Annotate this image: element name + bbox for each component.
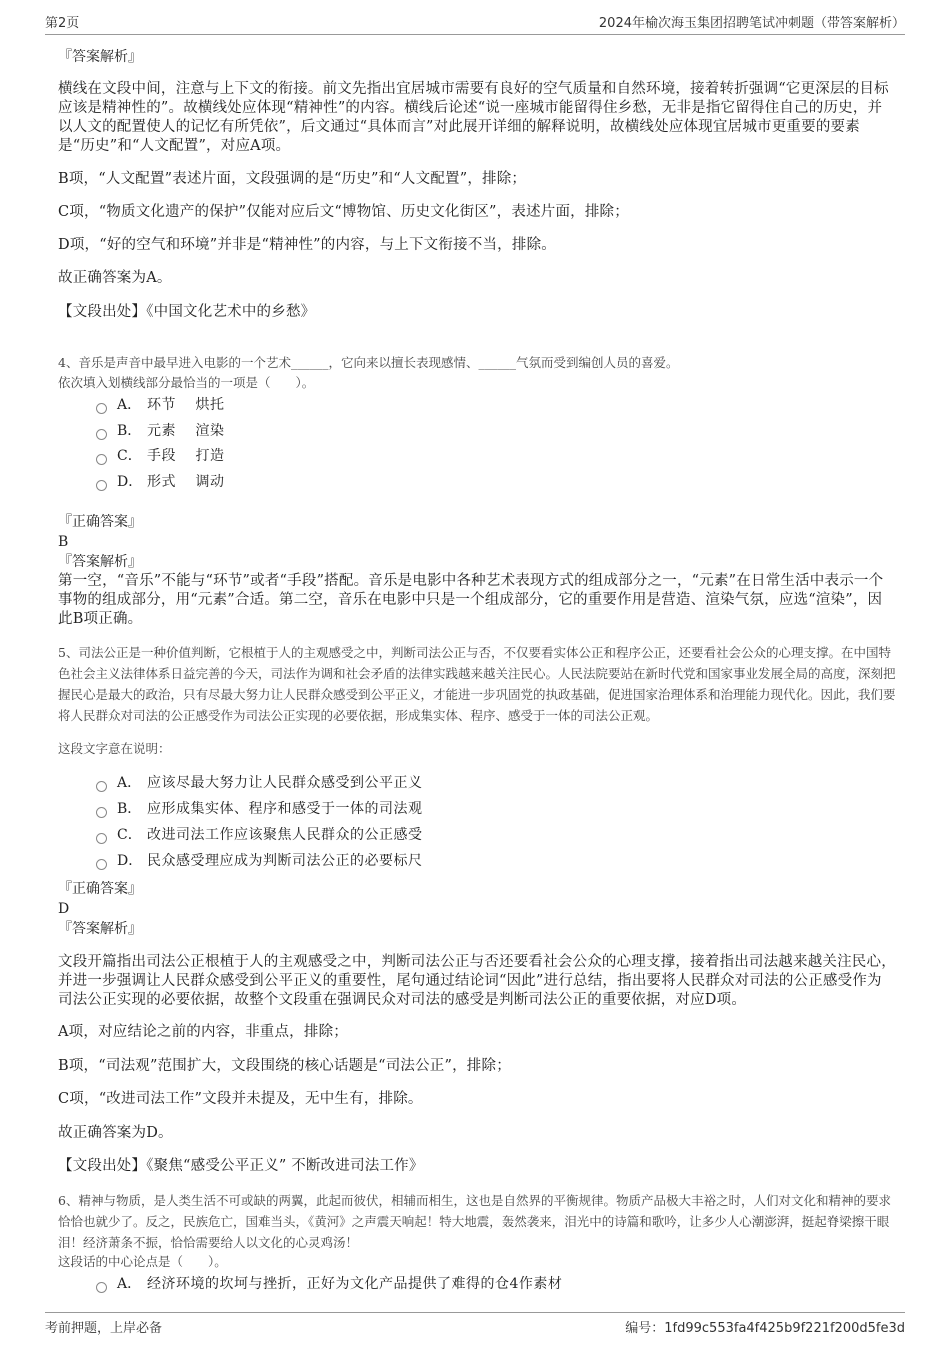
- document-id: 编号：1fd99c553fa4f425b9f221f200d5fe3d: [625, 1321, 905, 1336]
- q5-analysis: 文段开篇指出司法公正根植于人的主观感受之中，判断司法公正与否还要看社会公众的心理支撑，接着指出司法越来越关注民心，并进一步强调让人民群众感受到公平正义的重要性，尾句通过结论词“因此”进行总结，指出要将人民群众对司法的公正感受作为司法公正实现的必要依据，故整个文段重在强调民众对司法的感受是判断司法公正的重要依据，对应D项。: [58, 954, 896, 1008]
- q6-option-a[interactable]: A． 经济环境的坎坷与挫折，正好为文化产品提供了难得的仓4作素材: [96, 1275, 562, 1293]
- q3-conclusion: 故正确答案为A。: [58, 270, 172, 286]
- page-footer: [45, 1312, 905, 1336]
- radio-icon[interactable]: [96, 833, 107, 844]
- q5-option-d[interactable]: D． 民众感受理应成为判断司法公正的必要标尺: [96, 852, 423, 870]
- q4-option-a[interactable]: A． 环节 烘托: [96, 396, 224, 414]
- q5-option-a-note: A项，对应结论之前的内容，非重点，排除；: [58, 1024, 348, 1040]
- q5-answer-label: 『正确答案』: [58, 881, 142, 897]
- q5-option-b[interactable]: B． 应形成集实体、程序和感受于一体的司法观: [96, 800, 423, 818]
- q5-analysis-label: 『答案解析』: [58, 921, 142, 937]
- q5-option-c-note: C项，“改进司法工作”文段并未提及，无中生有，排除。: [58, 1091, 423, 1107]
- q5-option-b-note: B项，“司法观”范围扩大，文段围绕的核心话题是“司法公正”，排除；: [58, 1058, 511, 1074]
- q5-option-a[interactable]: A． 应该尽最大努力让人民群众感受到公平正义: [96, 774, 423, 792]
- footer-slogan: 考前押题，上岸必备: [45, 1321, 163, 1336]
- radio-icon[interactable]: [96, 807, 107, 818]
- q3-analysis: 横线在文段中间，注意与上下文的衔接。前文先指出宜居城市需要有良好的空气质量和自然环境，接着转折强调“它更深层的目标应该是精神性的”。故横线处应体现“精神性”的内容。横线后论述“说一座城市能留得住乡愁，无非是指它留得住自己的历史，并以人文的配置使人的记忆有所凭依”，后文通过“具体而言”对此展开详细的解释说明，故横线处应体现宜居城市更重要的要素是“历史”和“人文配置”，对应A项。: [58, 81, 889, 154]
- radio-icon[interactable]: [96, 1282, 107, 1293]
- radio-icon[interactable]: [96, 781, 107, 792]
- q6-stem: 6、精神与物质，是人类生活不可或缺的两翼，此起而彼伏，相辅而相生，这也是自然界的平衡规律。物质产品极大丰裕之时，人们对文化和精神的要求恰恰也就少了。反之，民族危亡，国难当头，《黄河》之声震天响起！特大地震，轰然袭来，泪光中的诗篇和歌吟，让多少人心潮澎湃，挺起脊梁擦干眼泪！经济萧条不振，恰恰需要给人以文化的心灵鸡汤！: [58, 1193, 891, 1250]
- q5-option-c[interactable]: C． 改进司法工作应该聚焦人民群众的公正感受: [96, 826, 423, 844]
- q4-answer: B: [58, 534, 69, 550]
- page-number: 第2页: [45, 16, 80, 31]
- q3-analysis-label: 『答案解析』: [58, 49, 142, 65]
- document-title: 2024年榆次海玉集团招聘笔试冲刺题（带答案解析）: [598, 16, 905, 31]
- q5-answer: D: [58, 901, 70, 917]
- q5-conclusion: 故正确答案为D。: [58, 1125, 173, 1141]
- q3-option-d-note: D项，“好的空气和环境”并非是“精神性”的内容，与上下文衔接不当，排除。: [58, 237, 556, 253]
- q6-instruction: 这段话的中心论点是（ ）。: [58, 1254, 227, 1269]
- q3-option-c-note: C项，“物质文化遗产的保护”仅能对应后文“博物馆、历史文化街区”，表述片面，排除；: [58, 204, 629, 220]
- radio-icon[interactable]: [96, 859, 107, 870]
- radio-icon[interactable]: [96, 429, 107, 440]
- radio-icon[interactable]: [96, 454, 107, 465]
- q3-option-b-note: B项，“人文配置”表述片面，文段强调的是“历史”和“人文配置”，排除；: [58, 171, 527, 187]
- q5-stem: 5、司法公正是一种价值判断，它根植于人的主观感受之中，判断司法公正与否，不仅要看实体公正和程序公正，还要看社会公众的心理支撑。在中国特色社会主义法律体系日益完善的今天，司法作为调和社会矛盾的法律实践越来越关注民心。人民法院要站在新时代党和国家事业发展全局的高度，深刻把握民心是最大的政治，只有尽最大努力让人民群众感受到公平正义，才能进一步巩固党的执政基础，促进国家治理体系和治理能力现代化。因此，我们要将人民群众对司法的公正感受作为司法公正实现的必要依据，形成集实体、程序、感受于一体的司法公正观。: [58, 645, 896, 723]
- q4-analysis: 第一空，“音乐”不能与“环节”或者“手段”搭配。音乐是电影中各种艺术表现方式的组成部分之一，“元素”在日常生活中表示一个事物的组成部分，用“元素”合适。第二空，音乐在电影中只是一个组成部分，它的重要作用是营造、渲染气氛，应选“渲染”，因此B项正确。: [58, 573, 884, 627]
- q4-option-d[interactable]: D． 形式 调动: [96, 473, 224, 491]
- radio-icon[interactable]: [96, 403, 107, 414]
- q4-option-c[interactable]: C． 手段 打造: [96, 447, 224, 465]
- q4-answer-label: 『正确答案』: [58, 514, 142, 530]
- q5-instruction: 这段文字意在说明：: [58, 741, 171, 756]
- q3-source: 【文段出处】《中国文化艺术中的乡愁》: [58, 304, 316, 320]
- q5-source: 【文段出处】《聚焦“感受公平正义” 不断改进司法工作》: [58, 1158, 424, 1174]
- page-header: [45, 12, 905, 35]
- q4-instruction: 依次填入划横线部分最恰当的一项是（ ）。: [58, 375, 315, 390]
- radio-icon[interactable]: [96, 480, 107, 491]
- q4-option-b[interactable]: B． 元素 渲染: [96, 422, 224, 440]
- q4-analysis-label: 『答案解析』: [58, 554, 142, 570]
- q4-stem: 4、音乐是声音中最早进入电影的一个艺术______，它向来以擅长表现感情、______气氛而受到编创人员的喜爱。: [58, 355, 679, 370]
